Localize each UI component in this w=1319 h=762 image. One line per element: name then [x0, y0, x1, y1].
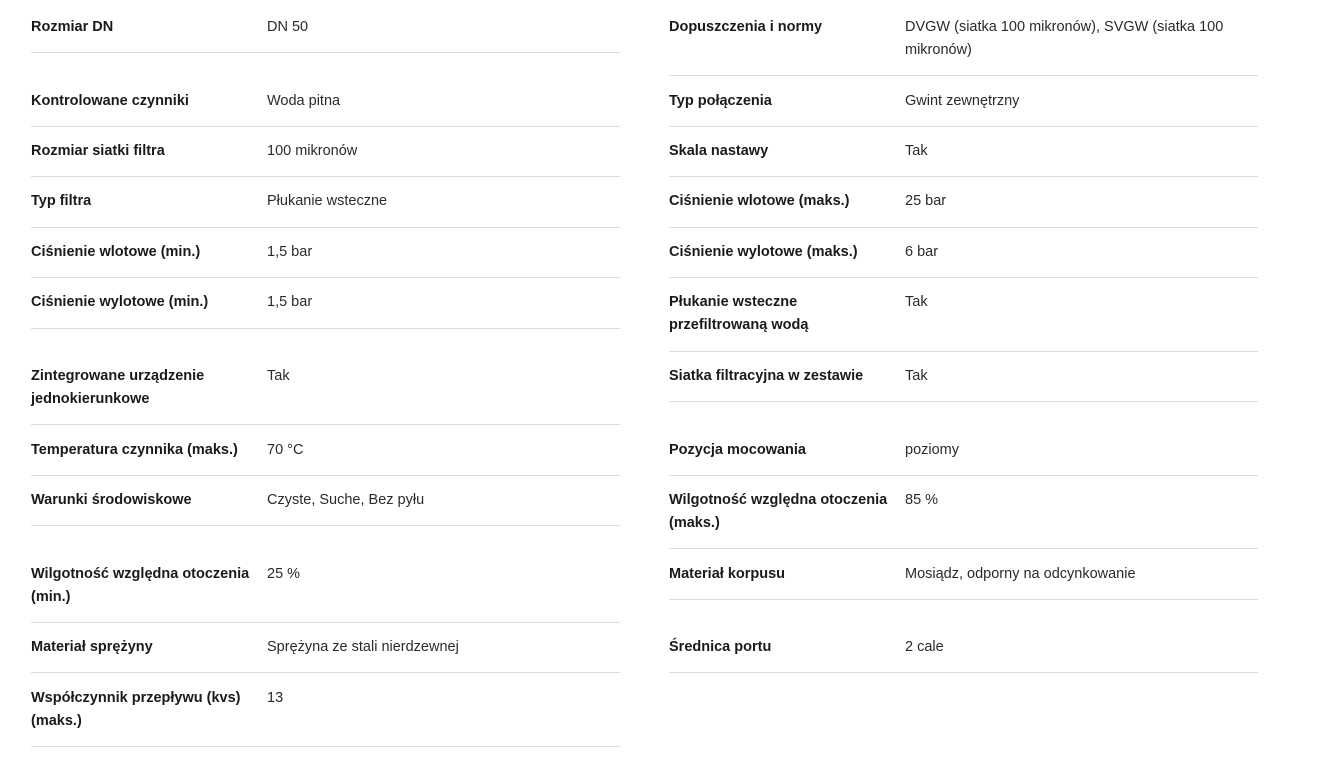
spec-value: Czyste, Suche, Bez pyłu [267, 492, 425, 508]
spec-label: Siatka filtracyjna w zestawie [669, 368, 864, 384]
spec-row [31, 177, 620, 228]
spec-label: Skala nastawy [669, 143, 769, 159]
spec-value: 70 °C [267, 442, 304, 458]
spec-label: Materiał korpusu [669, 566, 786, 582]
spec-label: Ciśnienie wylotowe (maks.) [669, 244, 858, 260]
spec-label: Warunki środowiskowe [31, 492, 192, 508]
spec-value: DN 50 [267, 19, 309, 35]
spec-value: Woda pitna [267, 93, 341, 109]
spec-label: Wilgotność względna otoczenia (min.) [31, 566, 250, 605]
spec-row [31, 673, 620, 747]
spec-row [669, 402, 1258, 476]
spec-row [669, 76, 1258, 127]
spec-value: 6 bar [905, 244, 939, 260]
spec-row [31, 0, 620, 53]
spec-row [31, 425, 620, 476]
spec-value: Gwint zewnętrzny [905, 93, 1020, 109]
spec-label: Ciśnienie wylotowe (min.) [31, 294, 209, 310]
spec-label: Rozmiar siatki filtra [31, 143, 165, 159]
spec-row [31, 127, 620, 177]
spec-label: Typ połączenia [669, 93, 772, 109]
spec-label: Współczynnik przepływu (kvs) (maks.) [31, 690, 241, 729]
spec-value: poziomy [905, 442, 959, 458]
spec-label: Temperatura czynnika (maks.) [31, 442, 238, 458]
spec-row [669, 127, 1258, 177]
spec-label: Ciśnienie wlotowe (min.) [31, 244, 201, 260]
spec-value: 1,5 bar [267, 244, 313, 260]
spec-value: Mosiądz, odporny na odcynkowanie [905, 566, 1136, 582]
spec-value: 25 bar [905, 193, 947, 209]
spec-label: Materiał sprężyny [31, 639, 153, 655]
spec-row [31, 526, 620, 623]
spec-row [669, 600, 1258, 673]
spec-label: Typ filtra [31, 193, 92, 209]
spec-value: 25 % [267, 566, 301, 582]
spec-row [31, 53, 620, 127]
spec-value: Płukanie wsteczne [267, 193, 388, 209]
spec-row [31, 476, 620, 526]
spec-value: 100 mikronów [267, 143, 358, 159]
spec-value: Tak [905, 143, 928, 159]
spec-row [669, 352, 1258, 402]
spec-row [669, 476, 1258, 549]
spec-value: 85 % [905, 492, 939, 508]
spec-value: 2 cale [905, 639, 944, 655]
spec-label: Kontrolowane czynniki [31, 93, 189, 109]
spec-row [31, 278, 620, 329]
spec-value: Tak [267, 368, 290, 384]
spec-label: Średnica portu [669, 639, 772, 655]
spec-label: Ciśnienie wlotowe (maks.) [669, 193, 850, 209]
spec-value: 13 [267, 690, 284, 706]
spec-value: DVGW (siatka 100 mikronów), SVGW (siatka 100 mikronów) [905, 19, 1224, 58]
spec-value: Tak [905, 368, 928, 384]
spec-value: Sprężyna ze stali nierdzewnej [267, 639, 459, 655]
spec-label: Dopuszczenia i normy [669, 19, 823, 35]
spec-row [669, 228, 1258, 278]
spec-value: Tak [905, 294, 928, 310]
spec-label: Rozmiar DN [31, 19, 114, 35]
spec-label: Płukanie wsteczne przefiltrowaną wodą [669, 294, 809, 333]
spec-row [31, 329, 620, 425]
spec-row [669, 0, 1258, 76]
spec-row [669, 278, 1258, 352]
spec-value: 1,5 bar [267, 294, 313, 310]
spec-label: Pozycja mocowania [669, 442, 806, 458]
spec-row [669, 177, 1258, 228]
spec-row [31, 228, 620, 278]
spec-row [669, 549, 1258, 600]
spec-label: Wilgotność względna otoczenia (maks.) [669, 492, 888, 531]
spec-row [31, 623, 620, 673]
spec-label: Zintegrowane urządzenie jednokierunkowe [31, 368, 205, 407]
